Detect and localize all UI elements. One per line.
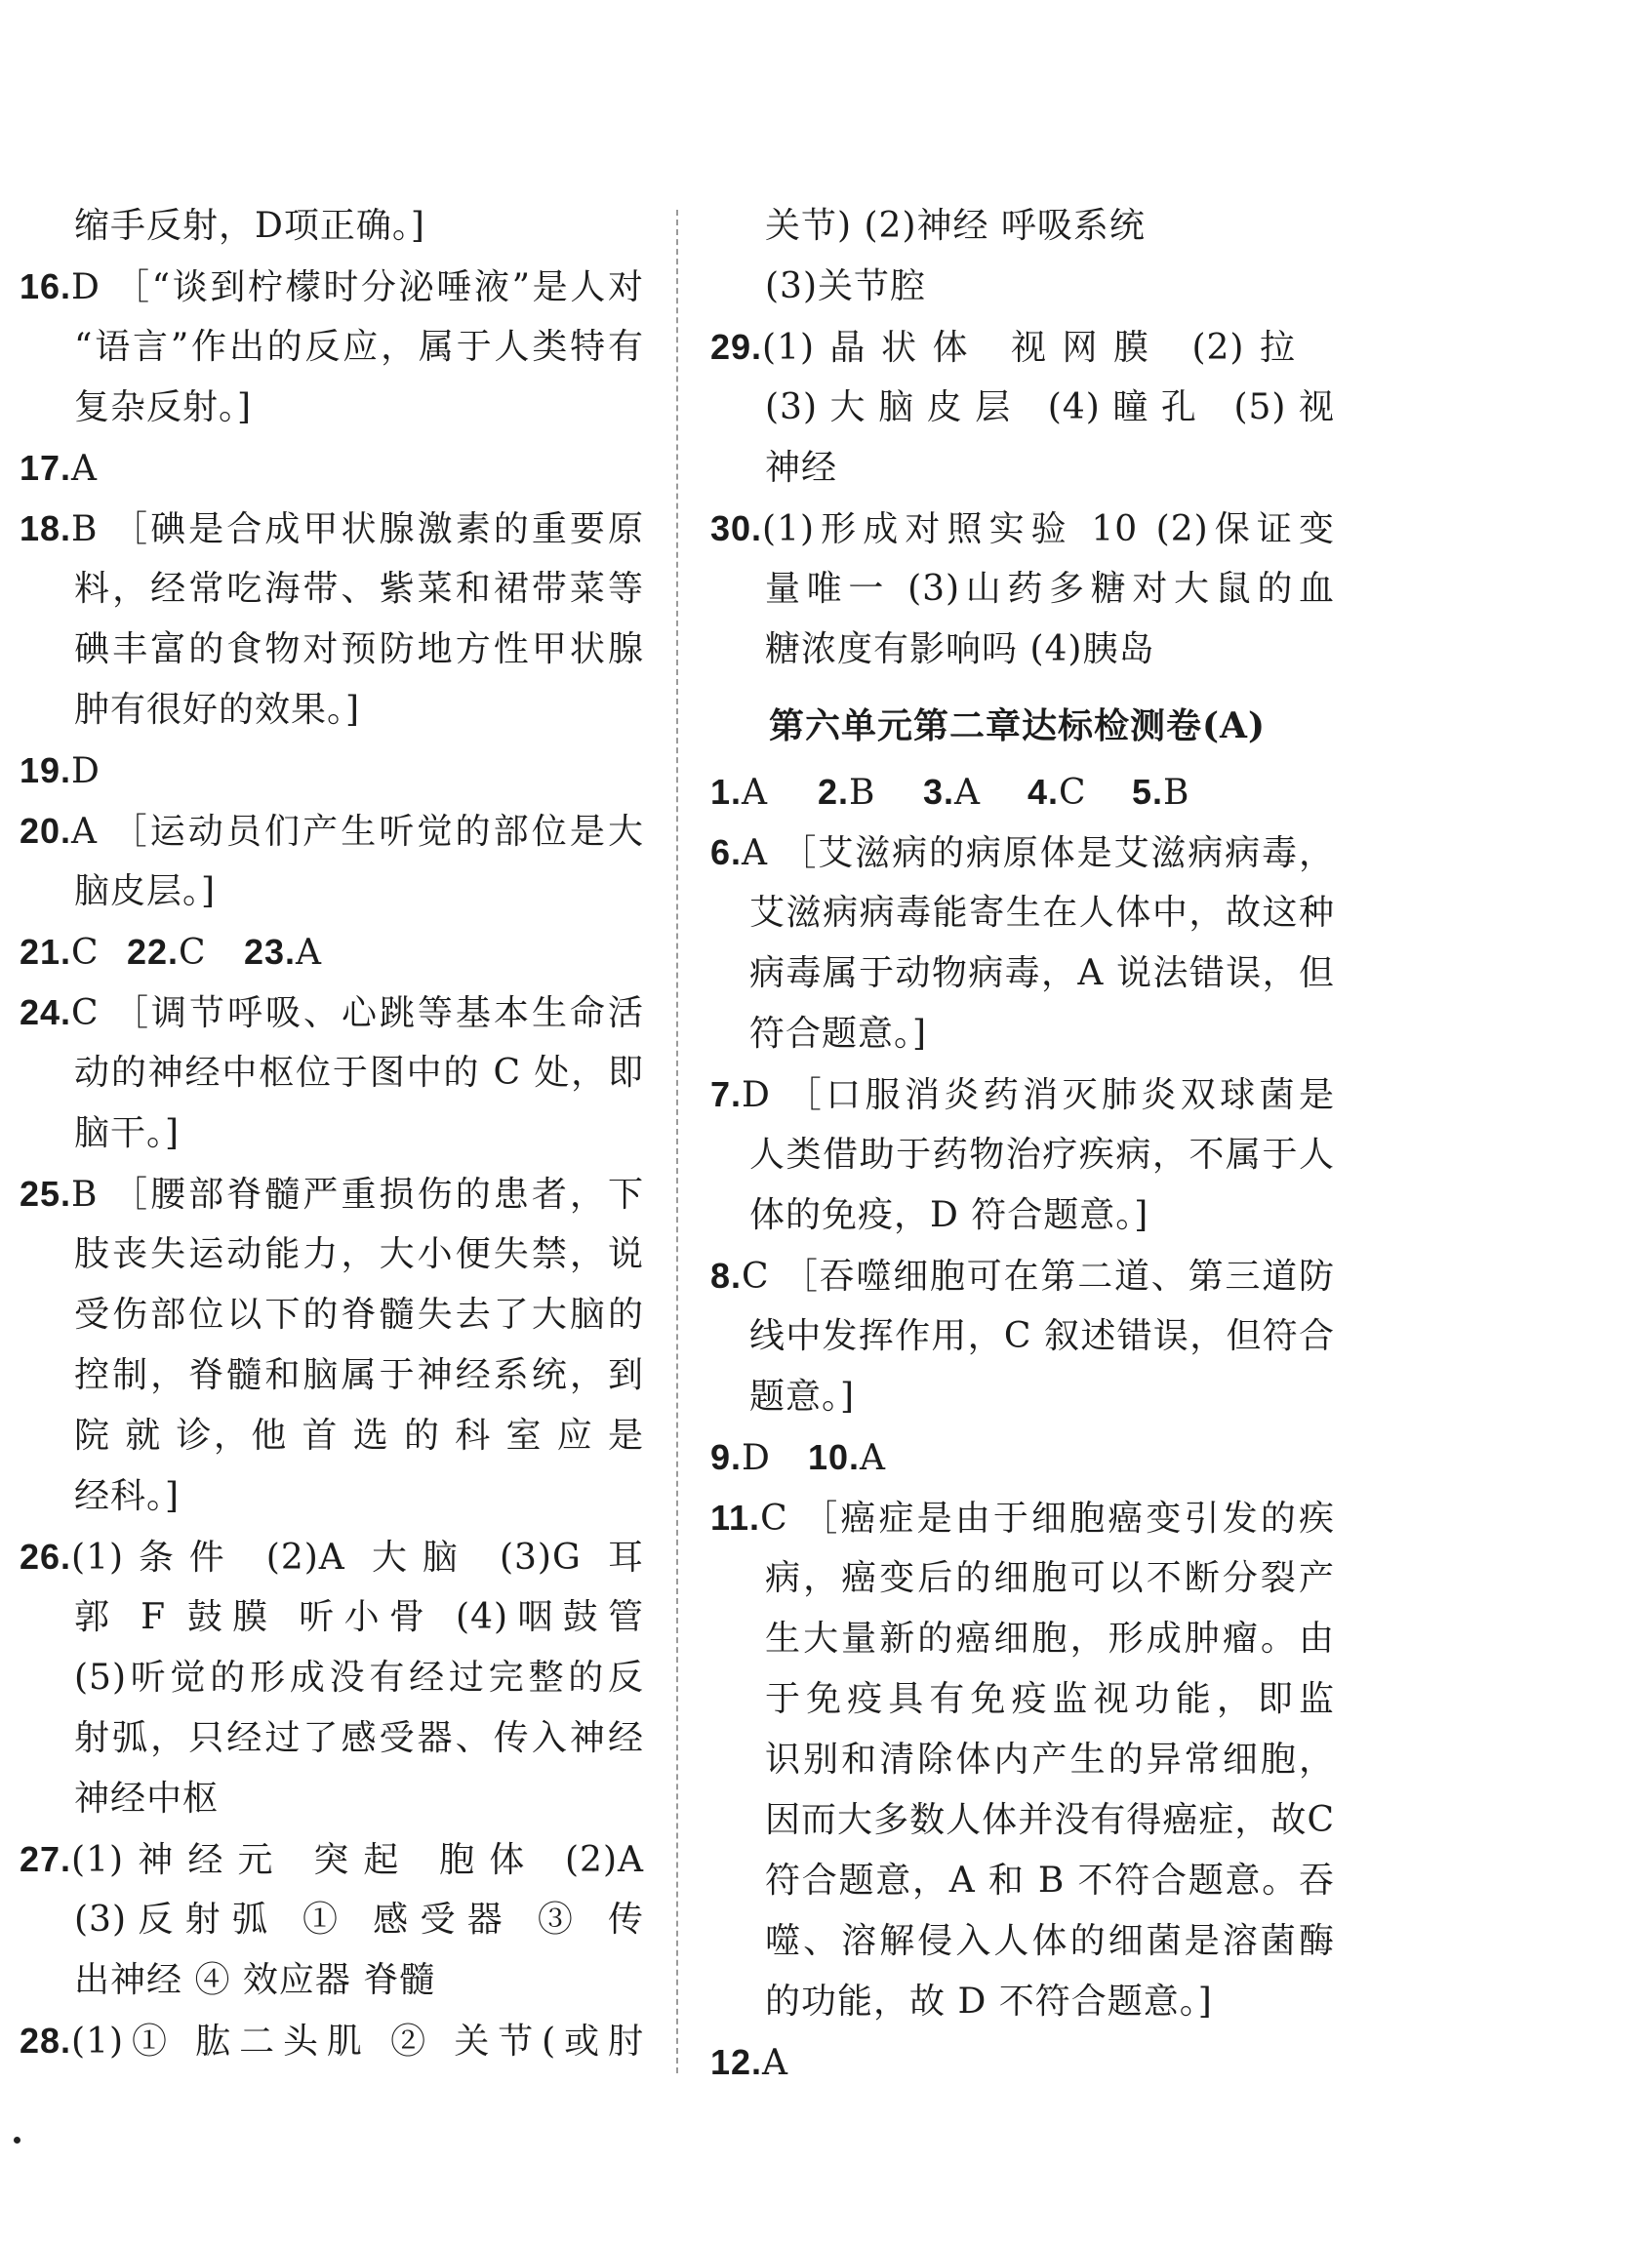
answer-text: 控制，脊髓和脑属于神经系统，到 [74,1355,644,1395]
answer-item [710,507,1335,550]
answer-text: A ［艾滋病的病原体是艾滋病病毒， [742,833,1335,873]
answer-item [1132,771,1220,814]
answer-item [710,1497,1335,1540]
answer-text: 关节) (2)神经 呼吸系统 [765,206,1146,246]
answer-continuation [765,1678,1335,1721]
answer-text: 经科。] [74,1476,181,1516]
answer-continuation [749,892,1335,935]
answer-text: C ［调节呼吸、心跳等基本生命活 [71,993,644,1033]
answer-text: D ［口服消炎药消灭肺炎双球菌是 [742,1075,1335,1115]
answer-item [710,771,798,814]
answer-item [20,931,117,974]
answer-text: 人类借助于药物治疗疾病，不属于人 [749,1135,1335,1175]
answer-continuation [74,1415,644,1458]
item-number: 5. [1132,772,1164,812]
answer-continuation [765,1920,1335,1963]
answer-text: 动的神经中枢位于图中的 C 处，即 [74,1053,644,1093]
item-number: 7. [710,1074,743,1114]
answer-text: 符合题意。] [749,1014,928,1054]
answer-item [20,447,215,490]
item-number: 21. [20,932,72,972]
answer-continuation [765,1557,1335,1600]
answer-continuation [765,386,1335,429]
answer-text: 识别和清除体内产生的异常细胞， [765,1740,1335,1780]
answer-continuation [765,1981,1233,2024]
answer-continuation [74,1657,644,1700]
answer-text: A [860,1438,887,1478]
answer-text: “语言”作出的反应，属于人类特有 [74,327,644,367]
item-number: 27. [20,1839,72,1879]
answer-text: 院 就 诊，他 首 选 的 科 室 应 是 [74,1416,644,1456]
answer-text: A [296,933,323,973]
answer-item [710,326,1296,369]
answer-text: (1)形成对照实验 10 (2)保证变 [762,509,1335,549]
answer-continuation [74,1717,644,1760]
item-number: 24. [20,992,72,1032]
answer-item [20,810,644,853]
answer-text: 符合题意，A 和 B 不符合题意。吞 [765,1861,1335,1901]
answer-text: 脑干。] [74,1113,181,1153]
answer-item [710,1073,1335,1116]
answer-item [20,1536,644,1579]
answer-text: B ［腰部脊髓严重损伤的患者，下 [71,1175,644,1215]
answer-text: (3)关节腔 [765,266,926,306]
answer-text: 题意。] [749,1377,856,1417]
item-number: 3. [923,772,955,812]
answer-text: 出神经 ④ 效应器 脊髓 [74,1960,436,2000]
column-divider [676,210,678,2073]
answer-text: 肿有很好的效果。] [74,690,361,730]
answer-continuation [765,1860,1335,1903]
answer-continuation [74,1475,367,1518]
answer-text: 脑皮层。] [74,871,217,911]
answer-continuation [74,1052,644,1095]
answer-item [20,507,644,550]
answer-text: D ［“谈到柠檬时分泌唾液”是人对 [71,267,644,307]
answer-continuation [74,205,464,248]
answer-item [20,265,644,308]
page-dot [14,2137,20,2144]
answer-text: (3)反射弧 ① 感受器 ③ 传 [74,1900,644,1940]
answer-continuation [74,628,644,671]
answer-continuation [74,386,367,429]
answer-continuation [74,326,644,369]
answer-text: A [954,773,982,813]
answer-text: (1)条件 (2)A 大脑 (3)G 耳 [71,1538,644,1578]
item-number: 25. [20,1174,72,1214]
answer-continuation [74,1959,582,2002]
item-number: 17. [20,448,72,488]
answer-item [20,749,215,792]
answer-text: 碘丰富的食物对预防地方性甲状腺 [74,629,644,669]
answer-text: 糖浓度有影响吗 (4)胰岛 [765,629,1155,669]
answer-continuation [74,1294,644,1337]
item-number: 2. [818,772,850,812]
answer-text: D [742,1438,771,1478]
answer-continuation [74,1233,644,1276]
answer-text: B [1163,773,1190,813]
answer-continuation [74,689,464,732]
item-number: 10. [808,1437,861,1477]
answer-item [20,2020,644,2063]
answer-continuation [749,1013,1042,1056]
answer-item [923,771,1011,814]
answer-text: 神经中枢 [74,1779,220,1819]
item-number: 30. [710,508,763,548]
answer-continuation [765,447,960,490]
answer-text: 体的免疫，D 符合题意。] [749,1195,1149,1235]
answer-continuation [74,568,644,611]
answer-text: B [849,773,876,813]
section-heading: 第六单元第二章达标检测卷(A) [769,705,1266,746]
answer-item [808,1436,925,1479]
answer-continuation [749,1194,1159,1237]
item-number: 29. [710,327,763,367]
answer-text: 射弧，只经过了感受器、传入神经 [74,1718,644,1758]
answer-continuation [749,1376,945,1419]
answer-text: C ［吞噬细胞可在第二道、第三道防 [742,1257,1335,1297]
answer-text: 复杂反射。] [74,387,253,427]
answer-item [710,1436,798,1479]
answer-text: 的功能，故 D 不符合题意。] [765,1982,1213,2022]
answer-text: 缩手反射，D项正确。] [74,206,425,246]
answer-continuation [74,1899,644,1942]
item-number: 26. [20,1537,72,1577]
answer-item [710,1255,1335,1298]
answer-text: B ［碘是合成甲状腺激素的重要原 [71,509,644,549]
item-number: 19. [20,750,72,790]
answer-continuation [765,265,1058,308]
answer-text: 因而大多数人体并没有得癌症，故C [765,1800,1335,1840]
answer-text: A [762,2043,789,2083]
item-number: 6. [710,832,743,872]
answer-item [244,931,361,974]
answer-text: 神经 [765,448,838,488]
answer-text: 郭 F 鼓膜 听小骨 (4)咽鼓管 [74,1597,644,1637]
answer-continuation [74,870,367,913]
answer-text: 噬、溶解侵入人体的细菌是溶菌酶 [765,1921,1335,1961]
answer-text: 肢丧失运动能力，大小便失禁，说 [74,1234,644,1274]
answer-continuation [765,1799,1335,1842]
answer-continuation [74,1596,644,1639]
item-number: 1. [710,772,743,812]
answer-text: C [1059,773,1087,813]
answer-text: C [71,933,100,973]
item-number: 23. [244,932,297,972]
answer-text: A [71,449,99,489]
item-number: 20. [20,811,72,851]
item-number: 11. [710,1498,761,1538]
answer-continuation [765,568,1335,611]
answer-item [20,991,644,1034]
answer-continuation [749,952,1335,995]
answer-text: (1)① 肱二头肌 ② 关节(或肘 [71,2022,644,2062]
answer-continuation [74,1354,644,1397]
answer-text: A [742,773,769,813]
item-number: 4. [1027,772,1060,812]
answer-continuation [749,1315,1335,1358]
answer-text: 病，癌变后的细胞可以不断分裂产 [765,1558,1335,1598]
answer-continuation [74,1112,367,1155]
answer-item [710,2041,827,2084]
answer-continuation [749,1134,1335,1177]
answer-text: 生大量新的癌细胞，形成肿瘤。由 [765,1619,1335,1659]
answer-item [127,931,224,974]
answer-item [818,771,906,814]
item-number: 9. [710,1437,743,1477]
answer-text: 线中发挥作用，C 叙述错误，但符合 [749,1316,1335,1356]
answer-text: 量唯一 (3)山药多糖对大鼠的血 [765,569,1335,609]
item-number: 18. [20,508,72,548]
answer-continuation [74,1778,367,1821]
answer-text: 受伤部位以下的脊髓失去了大脑的 [74,1295,644,1335]
answer-continuation [765,205,1272,248]
answer-text: 料，经常吃海带、紫菜和裙带菜等 [74,569,644,609]
answer-text: (3)大脑皮层 (4)瞳孔 (5)视 [765,387,1335,427]
answer-item [1027,771,1115,814]
answer-item [20,1838,644,1881]
answer-text: (1)神经元 突起 胞体 (2)A [71,1840,644,1880]
item-number: 28. [20,2021,72,2061]
answer-item [20,1173,644,1216]
item-number: 8. [710,1256,743,1296]
answer-text: 艾滋病病毒能寄生在人体中，故这种 [749,893,1335,933]
answer-item [710,831,1335,874]
answer-continuation [765,1618,1335,1661]
answer-continuation [765,628,1233,671]
answer-text: C [179,933,207,973]
answer-continuation [765,1739,1335,1782]
item-number: 12. [710,2042,763,2082]
item-number: 16. [20,266,72,306]
answer-text: 于免疫具有免疫监视功能，即监 [765,1679,1335,1719]
answer-text: (1)晶状体 视网膜 (2)拉 [762,328,1296,368]
answer-text: D [71,751,101,791]
answer-text: A ［运动员们产生听觉的部位是大 [71,812,644,852]
answer-text: (5)听觉的形成没有经过完整的反 [74,1658,644,1698]
answer-text: 病毒属于动物病毒，A 说法错误，但 [749,953,1335,993]
answer-text: C ［癌症是由于细胞癌变引发的疾 [760,1499,1335,1539]
item-number: 22. [127,932,180,972]
